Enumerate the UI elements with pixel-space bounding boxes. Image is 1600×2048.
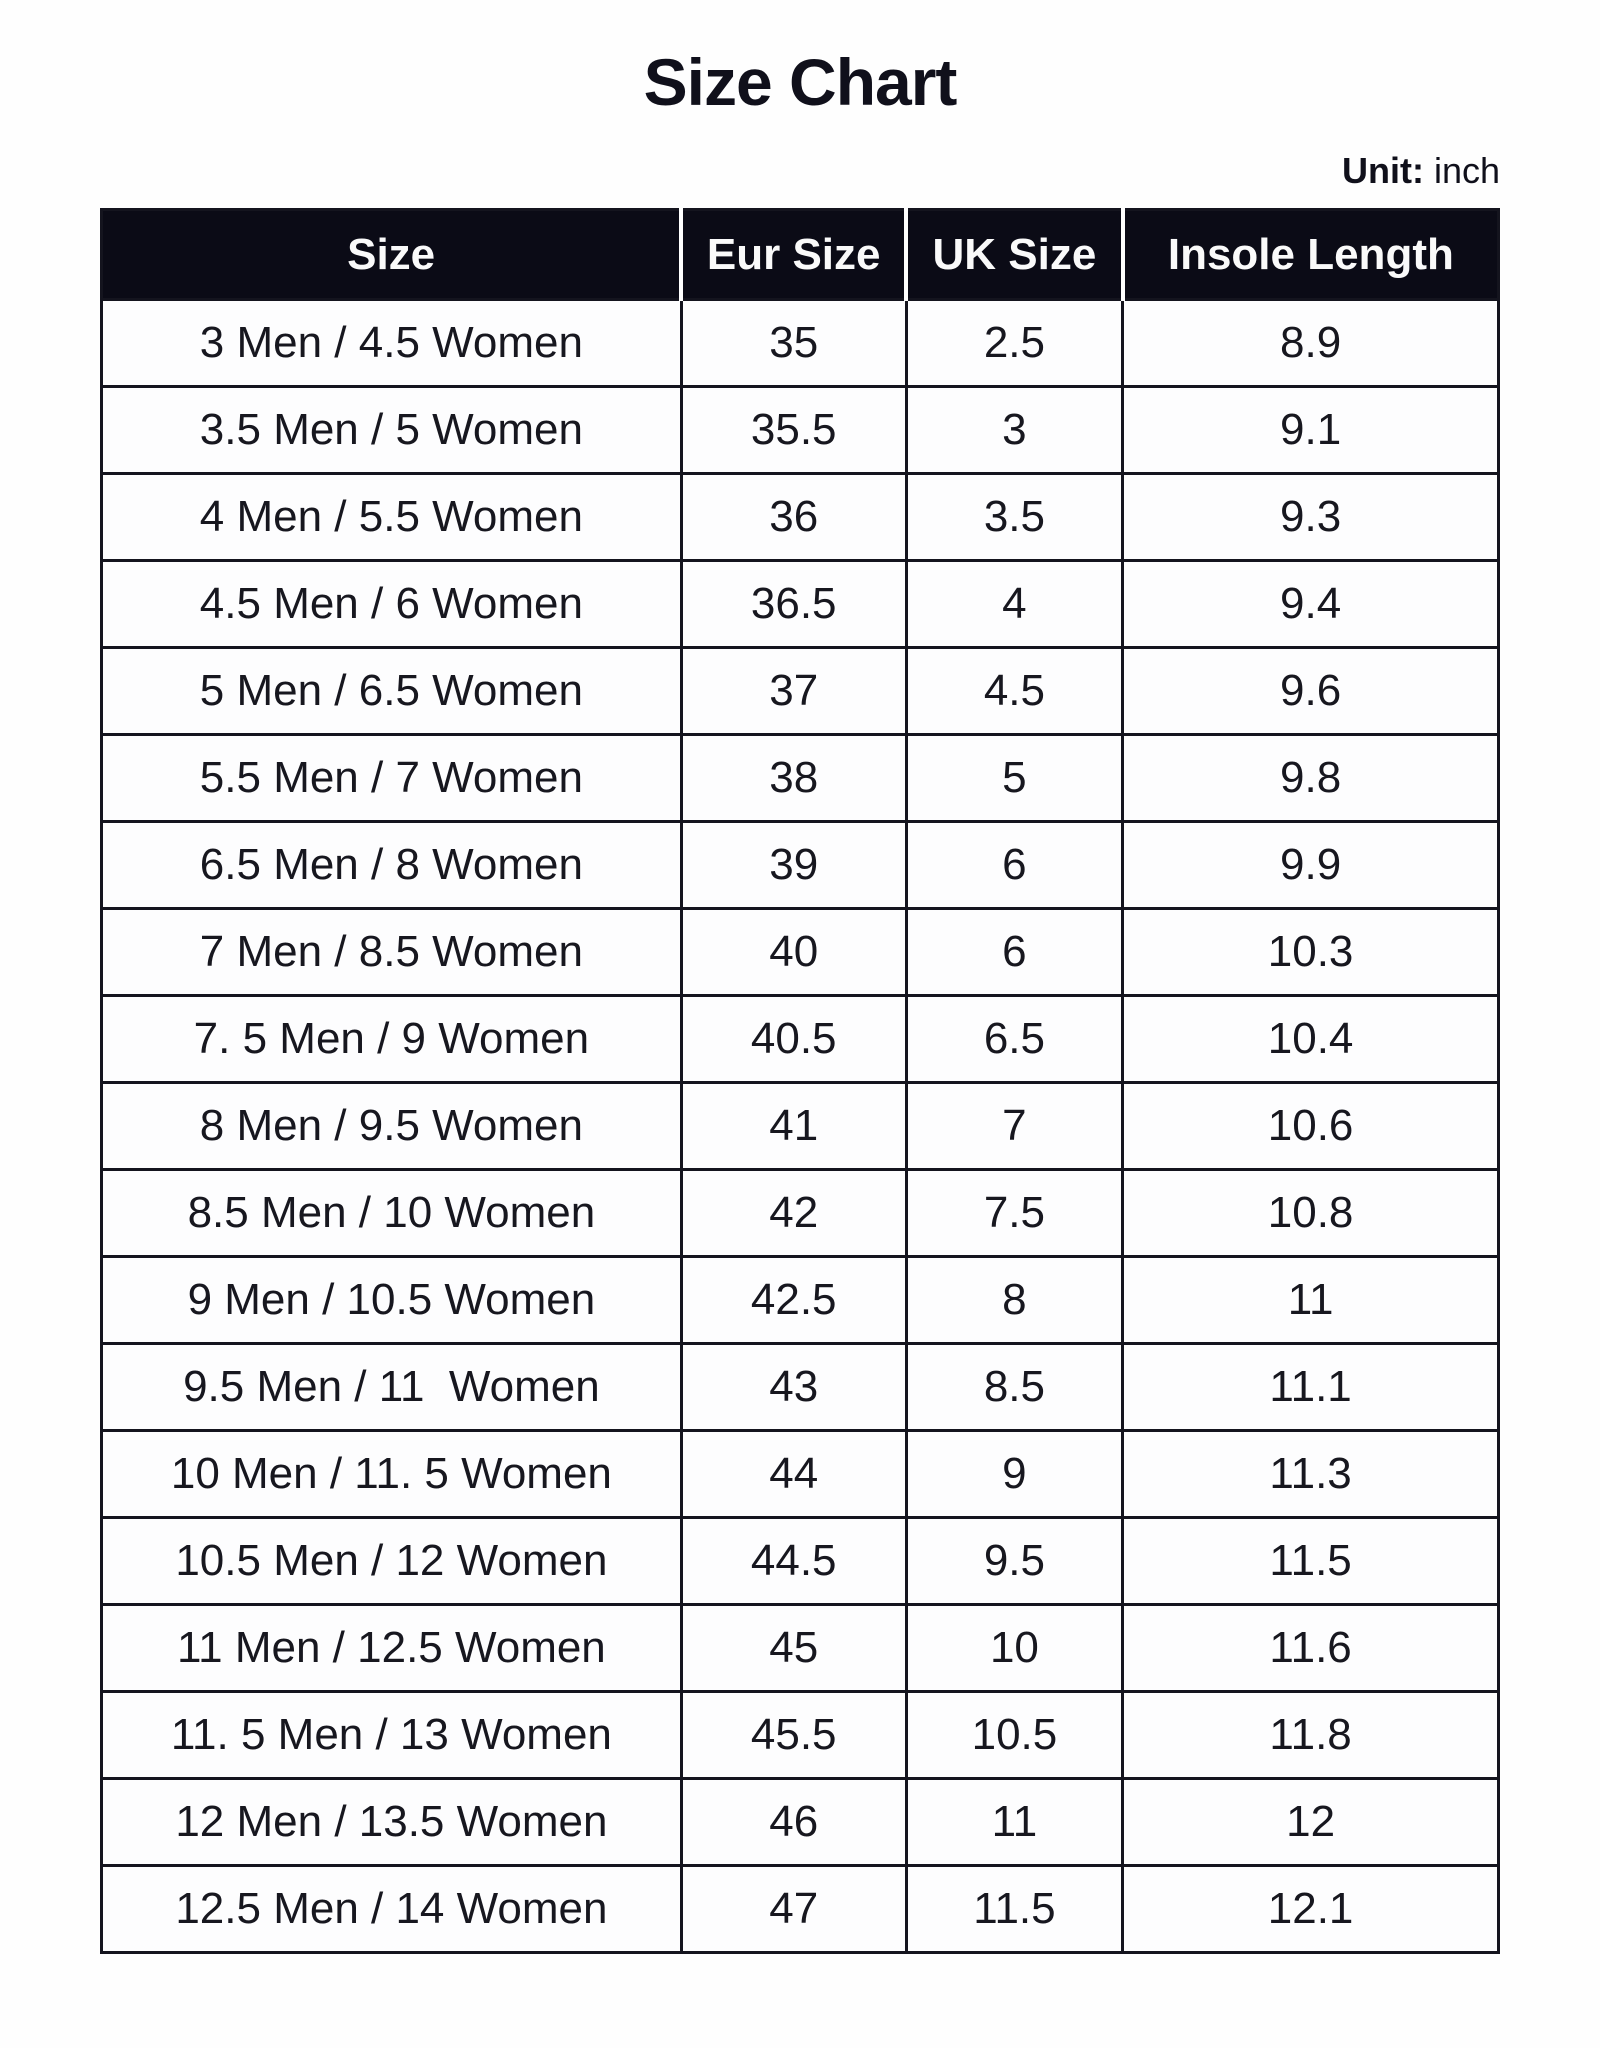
table-row xyxy=(102,1692,1499,1779)
table-cell: 3 xyxy=(906,387,1123,474)
table-cell: 4 xyxy=(906,561,1123,648)
table-cell: 11.5 xyxy=(906,1866,1123,1953)
table-cell: 11.8 xyxy=(1123,1692,1499,1779)
table-cell: 10.4 xyxy=(1123,996,1499,1083)
table-row xyxy=(102,387,1499,474)
table-header-row xyxy=(102,210,1499,300)
table-cell: 9.6 xyxy=(1123,648,1499,735)
table-cell: 12.5 Men / 14 Women xyxy=(102,1866,682,1953)
table-row xyxy=(102,1779,1499,1866)
table-row xyxy=(102,1605,1499,1692)
table-cell: 8 xyxy=(906,1257,1123,1344)
table-row xyxy=(102,996,1499,1083)
table-cell: 11. 5 Men / 13 Women xyxy=(102,1692,682,1779)
table-row xyxy=(102,1518,1499,1605)
table-row xyxy=(102,1257,1499,1344)
table-cell: 4.5 Men / 6 Women xyxy=(102,561,682,648)
table-cell: 9.3 xyxy=(1123,474,1499,561)
table-row xyxy=(102,300,1499,387)
column-header-uk-size: UK Size xyxy=(906,210,1123,300)
table-cell: 42 xyxy=(681,1170,906,1257)
table-cell: 45.5 xyxy=(681,1692,906,1779)
table-cell: 10.6 xyxy=(1123,1083,1499,1170)
size-chart-table xyxy=(100,208,1500,1954)
table-cell: 11 xyxy=(1123,1257,1499,1344)
table-cell: 9.5 xyxy=(906,1518,1123,1605)
table-cell: 37 xyxy=(681,648,906,735)
table-row xyxy=(102,474,1499,561)
table-cell: 10.5 Men / 12 Women xyxy=(102,1518,682,1605)
table-cell: 46 xyxy=(681,1779,906,1866)
table-cell: 8 Men / 9.5 Women xyxy=(102,1083,682,1170)
table-cell: 43 xyxy=(681,1344,906,1431)
table-row xyxy=(102,1344,1499,1431)
table-cell: 7. 5 Men / 9 Women xyxy=(102,996,682,1083)
table-cell: 7.5 xyxy=(906,1170,1123,1257)
table-cell: 11 Men / 12.5 Women xyxy=(102,1605,682,1692)
table-cell: 11.1 xyxy=(1123,1344,1499,1431)
unit-note xyxy=(100,150,1500,192)
table-cell: 9.5 Men / 11 Women xyxy=(102,1344,682,1431)
table-row xyxy=(102,1866,1499,1953)
table-cell: 3 Men / 4.5 Women xyxy=(102,300,682,387)
table-cell: 5 Men / 6.5 Women xyxy=(102,648,682,735)
table-cell: 44 xyxy=(681,1431,906,1518)
table-cell: 9.4 xyxy=(1123,561,1499,648)
table-cell: 2.5 xyxy=(906,300,1123,387)
table-cell: 11 xyxy=(906,1779,1123,1866)
content-area xyxy=(100,150,1500,1954)
table-row xyxy=(102,909,1499,996)
table-cell: 11.3 xyxy=(1123,1431,1499,1518)
table-cell: 40.5 xyxy=(681,996,906,1083)
table-cell: 5 xyxy=(906,735,1123,822)
table-cell: 39 xyxy=(681,822,906,909)
table-cell: 36.5 xyxy=(681,561,906,648)
table-cell: 10.3 xyxy=(1123,909,1499,996)
table-cell: 7 Men / 8.5 Women xyxy=(102,909,682,996)
table-cell: 6.5 xyxy=(906,996,1123,1083)
table-cell: 36 xyxy=(681,474,906,561)
table-cell: 9 xyxy=(906,1431,1123,1518)
table-cell: 9.9 xyxy=(1123,822,1499,909)
table-cell: 6.5 Men / 8 Women xyxy=(102,822,682,909)
table-cell: 35 xyxy=(681,300,906,387)
table-cell: 10.5 xyxy=(906,1692,1123,1779)
table-cell: 9 Men / 10.5 Women xyxy=(102,1257,682,1344)
table-row xyxy=(102,822,1499,909)
table-row xyxy=(102,1170,1499,1257)
table-cell: 3.5 xyxy=(906,474,1123,561)
table-cell: 4 Men / 5.5 Women xyxy=(102,474,682,561)
table-cell: 45 xyxy=(681,1605,906,1692)
table-row xyxy=(102,735,1499,822)
table-cell: 12 xyxy=(1123,1779,1499,1866)
table-cell: 6 xyxy=(906,909,1123,996)
table-cell: 42.5 xyxy=(681,1257,906,1344)
table-row xyxy=(102,561,1499,648)
table-cell: 38 xyxy=(681,735,906,822)
table-row xyxy=(102,1083,1499,1170)
table-cell: 3.5 Men / 5 Women xyxy=(102,387,682,474)
table-cell: 5.5 Men / 7 Women xyxy=(102,735,682,822)
table-cell: 10 Men / 11. 5 Women xyxy=(102,1431,682,1518)
table-cell: 10 xyxy=(906,1605,1123,1692)
table-cell: 47 xyxy=(681,1866,906,1953)
table-cell: 12.1 xyxy=(1123,1866,1499,1953)
table-cell: 11.6 xyxy=(1123,1605,1499,1692)
page-title: Size Chart xyxy=(643,45,957,119)
unit-value: inch xyxy=(1433,150,1500,191)
table-cell: 8.5 xyxy=(906,1344,1123,1431)
table-cell: 8.5 Men / 10 Women xyxy=(102,1170,682,1257)
table-cell: 40 xyxy=(681,909,906,996)
size-table-body xyxy=(102,300,1499,1953)
column-header-insole-length: Insole Length xyxy=(1123,210,1499,300)
column-header-eur-size: Eur Size xyxy=(681,210,906,300)
table-cell: 6 xyxy=(906,822,1123,909)
table-cell: 10.8 xyxy=(1123,1170,1499,1257)
table-cell: 9.8 xyxy=(1123,735,1499,822)
table-cell: 8.9 xyxy=(1123,300,1499,387)
table-cell: 44.5 xyxy=(681,1518,906,1605)
table-row xyxy=(102,648,1499,735)
table-cell: 4.5 xyxy=(906,648,1123,735)
unit-label: Unit: xyxy=(1341,150,1424,191)
table-cell: 12 Men / 13.5 Women xyxy=(102,1779,682,1866)
table-cell: 9.1 xyxy=(1123,387,1499,474)
table-cell: 35.5 xyxy=(681,387,906,474)
table-cell: 41 xyxy=(681,1083,906,1170)
column-header-size: Size xyxy=(102,210,682,300)
table-cell: 11.5 xyxy=(1123,1518,1499,1605)
table-row xyxy=(102,1431,1499,1518)
table-cell: 7 xyxy=(906,1083,1123,1170)
